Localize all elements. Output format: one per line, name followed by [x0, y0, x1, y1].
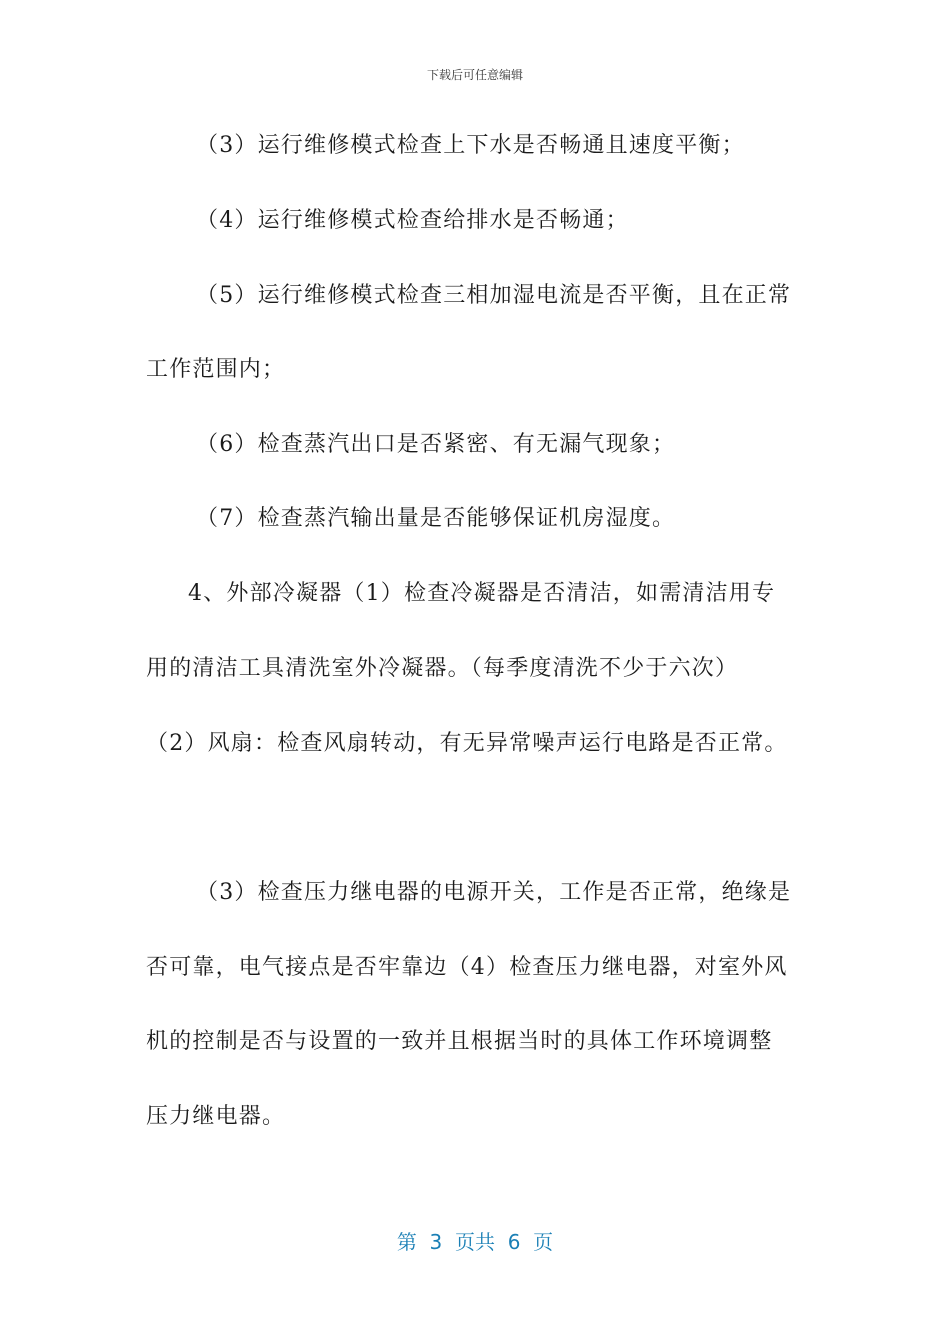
body-line-9: （2）风扇：检查风扇转动，有无异常噪声运行电路是否正常。	[146, 731, 788, 756]
body-line-8: 用的清洁工具清洗室外冷凝器。（每季度清洗不少于六次）	[146, 656, 739, 681]
body-line-5: （6）检查蒸汽出口是否紧密、有无漏气现象；	[196, 432, 676, 457]
body-line-10: （3）检查压力继电器的电源开关，工作是否正常，绝缘是	[196, 880, 792, 905]
body-line-4: 工作范围内；	[146, 357, 286, 382]
page-number: 第 3 页共 6 页	[396, 1230, 554, 1254]
body-line-7: 4、外部冷凝器（1）检查冷凝器是否清洁，如需清洁用专	[188, 581, 776, 606]
body-line-6: （7）检查蒸汽输出量是否能够保证机房湿度。	[196, 506, 676, 531]
body-line-1: （3）运行维修模式检查上下水是否畅通且速度平衡；	[196, 133, 745, 158]
body-line-2: （4）运行维修模式检查给排水是否畅通；	[196, 208, 629, 233]
body-line-12: 机的控制是否与设置的一致并且根据当时的具体工作环境调整	[146, 1029, 773, 1054]
body-line-13: 压力继电器。	[146, 1104, 286, 1129]
body-line-11: 否可靠，电气接点是否牢靠边（4）检查压力继电器，对室外风	[146, 955, 788, 980]
download-note: 下载后可任意编辑	[426, 68, 523, 82]
body-line-3: （5）运行维修模式检查三相加湿电流是否平衡，且在正常	[196, 283, 792, 308]
